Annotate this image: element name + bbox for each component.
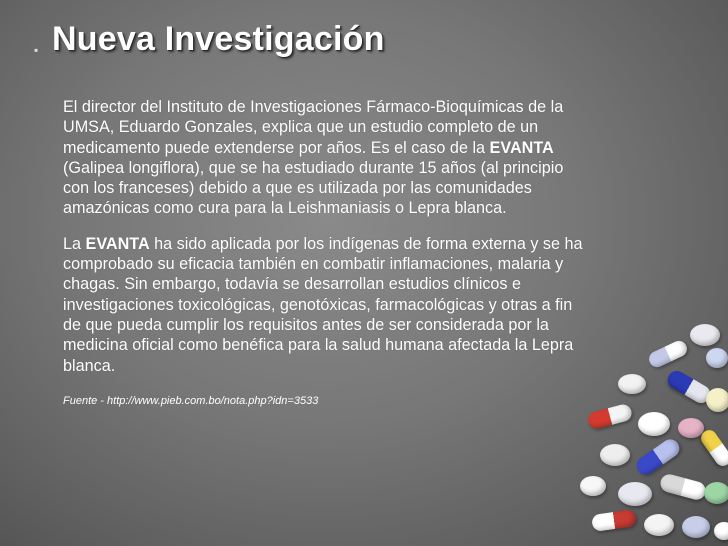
paragraph-2-bold: EVANTA <box>85 234 150 253</box>
paragraph-1-text-a: El director del Instituto de Investigaciones Fármaco-Bioquímicas de la UMSA, Eduardo Gonzales, explica que un estudio completo de un medicamento puede extenderse por años. Es el caso de la <box>63 98 564 157</box>
pills-image <box>578 316 728 546</box>
paragraph-1-text-b: (Galipea longiflora), que se ha estudiado durante 15 años (al principio con los franceses) debido a que es utilizada por las comunidades amazónicas como cura para la Leishmaniasis o Lepra blanca. <box>63 158 564 218</box>
paragraph-1-bold: EVANTA <box>489 138 554 157</box>
paragraph-2-text-b: ha sido aplicada por los indígenas de forma externa y se ha comprobado su eficacia también en combatir inflamaciones, malaria y chagas. Sin embargo, todavía se desarrollan estudios clínicos e investigaciones toxicológicas, genotóxicas, farmacológicas y otras a fin de que pueda cumplir los requisitos antes de ser considerada por la medicina oficial como benéfica para la salud humana afectada la Lepra blanca. <box>63 234 583 375</box>
paragraph-2 <box>63 234 593 376</box>
paragraph-2-text-a: La <box>63 234 86 253</box>
slide-body <box>63 97 593 407</box>
paragraph-1 <box>63 97 593 219</box>
slide-title: Nueva Investigación <box>52 20 385 58</box>
source-link[interactable]: Fuente - http://www.pieb.com.bo/nota.php?idn=3533 <box>63 394 319 407</box>
title-bullet: ▪ <box>34 43 39 57</box>
